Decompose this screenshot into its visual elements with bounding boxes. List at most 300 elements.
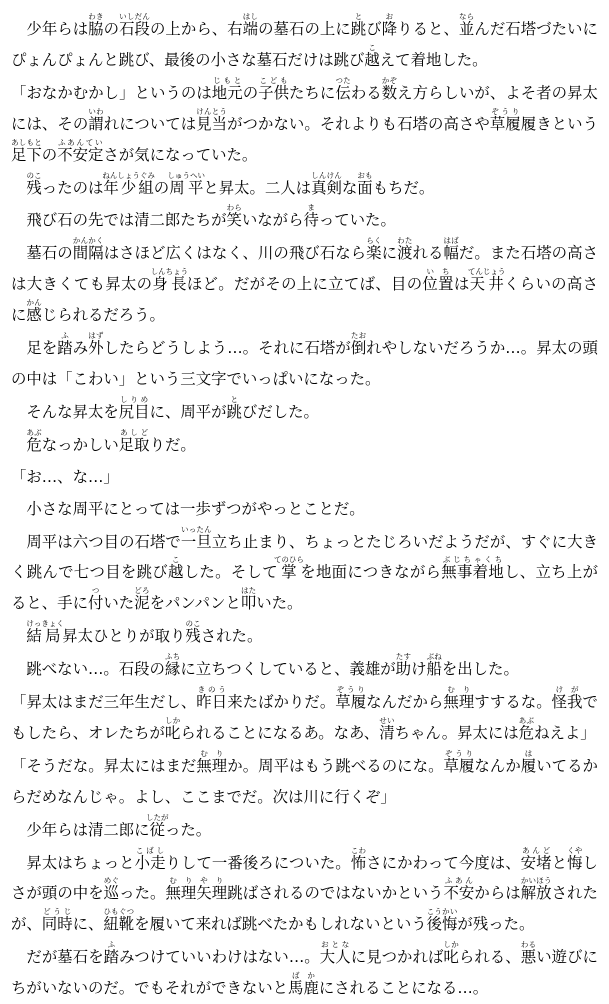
ruby-base: 悔 (567, 853, 583, 872)
ruby-word (520, 845, 552, 872)
ruby-word (26, 619, 64, 646)
ruby-word (443, 685, 475, 712)
ruby-base: 越 (168, 563, 184, 582)
furigana: なら (458, 12, 475, 21)
ruby-word (168, 555, 184, 582)
ruby-base: 子供 (258, 83, 290, 102)
ruby-word (165, 876, 228, 903)
text-run: りして一番後ろについた。 (165, 853, 351, 872)
text-run: したらどうしよう…。それに石塔が (103, 339, 351, 358)
ruby-word (57, 331, 73, 358)
ruby-word (395, 652, 412, 679)
text-run: 履きという (520, 114, 598, 133)
text-run: に立ちつくしていると、義雄が (180, 660, 396, 679)
furigana: けんとう (196, 106, 228, 116)
furigana: いし (119, 12, 135, 21)
ruby-base: 降 (381, 20, 398, 38)
furigana: わた (397, 236, 413, 246)
furigana: くや (567, 845, 583, 855)
text-run: 周平は六つ目の石塔で (26, 532, 181, 551)
ruby-base: 紐靴 (103, 915, 135, 934)
ruby-word (443, 748, 475, 775)
text-run: はさほど広くはなく、川の飛び石なら (103, 244, 367, 263)
text-run: れについては (103, 114, 197, 133)
text-run: の (103, 20, 120, 38)
ruby-word (520, 748, 537, 775)
text-run: びだした。 (241, 402, 319, 421)
text-run: なんか (474, 756, 521, 775)
ruby-base: 船 (426, 660, 442, 679)
paragraph (11, 76, 598, 171)
text-run: に (381, 244, 398, 263)
ruby-word (145, 812, 169, 839)
ruby-base: 結局 (26, 627, 64, 646)
ruby-word (258, 75, 290, 102)
ruby-word (185, 619, 201, 646)
paragraph (11, 428, 598, 461)
ruby-base: 数 (381, 83, 398, 102)
furigana: ぶね (426, 652, 442, 662)
ruby-base: 脇 (88, 20, 104, 38)
furigana: きのう (196, 685, 228, 695)
ruby-word (335, 75, 351, 102)
ruby-word (226, 394, 242, 421)
text-run: ほど。だがその上に立てば、目の (186, 275, 423, 294)
ruby-base: 感 (26, 306, 42, 325)
furigana: むり (196, 748, 228, 758)
furigana: はし (242, 12, 259, 21)
ruby-base: 大人 (319, 948, 351, 967)
text-run: にされることになる…。 (318, 979, 489, 998)
ruby-base: 危 (26, 435, 42, 454)
text-run: んだ石塔づたいにぴょんぴょんと跳び、最後の小さな墓石だけは跳び (11, 20, 598, 69)
ruby-word (88, 106, 104, 133)
furigana: おとな (319, 940, 351, 950)
paragraph (11, 236, 598, 331)
furigana: こわ (350, 845, 367, 855)
ruby-base: 見当 (196, 114, 228, 133)
ruby-word (196, 106, 228, 133)
furigana: しんけん (311, 170, 342, 180)
text-run: がつかない。それよりも石塔の高さや (227, 114, 490, 133)
text-run: え方らしいが、よそ者の昇太には、その (11, 83, 598, 133)
ruby-base: 昨日 (196, 693, 228, 712)
ruby-base: 草履 (443, 756, 475, 775)
ruby-base: 周平 (167, 178, 206, 197)
furigana: したが (145, 812, 169, 822)
ruby-word (350, 331, 367, 358)
ruby-base: 草履 (489, 114, 521, 133)
ruby-word (240, 586, 257, 613)
paragraph (11, 331, 598, 395)
text-run: じられるだろう。 (41, 306, 165, 325)
furigana: わる (520, 940, 537, 950)
text-run: たちに (289, 83, 336, 102)
ruby-word (319, 940, 351, 967)
furigana: こども (258, 75, 289, 85)
furigana: と (226, 394, 242, 404)
text-run: を履いて来れば跳べたかもしれないという (134, 915, 427, 934)
furigana: せい (379, 715, 395, 725)
furigana: じもと (211, 75, 243, 85)
text-run: に、周平が (149, 402, 227, 421)
text-run: からは (474, 884, 521, 903)
ruby-base: 渡 (397, 244, 413, 263)
ruby-word (134, 12, 150, 38)
text-run: 少年らは清二郎に (26, 820, 150, 839)
text-run: の墓石の上に (258, 20, 351, 38)
furigana: ねんしょうぐみ (102, 170, 155, 180)
ruby-word (520, 876, 552, 903)
furigana: しか (164, 715, 181, 725)
text-run: した。そして (183, 563, 278, 582)
text-run: わる (350, 83, 382, 102)
ruby-word (422, 267, 454, 294)
furigana: どろ (134, 586, 150, 596)
paragraph (11, 171, 598, 204)
ruby-word (134, 845, 166, 872)
text-run: えて着地した。 (379, 50, 488, 69)
text-run: られることになるあ。なあ、 (180, 723, 380, 742)
text-run: 「お…、な…」 (11, 467, 119, 486)
ruby-base: 泥 (134, 594, 150, 613)
paragraph (11, 12, 598, 76)
text-run: の (242, 83, 259, 102)
text-run: いてるからだめなんじゃ。よし、ここまでだ。次は川に行くぞ」 (11, 756, 598, 806)
text-run: と (551, 853, 568, 872)
ruby-word (103, 940, 120, 967)
furigana: ぞうり (489, 106, 521, 116)
ruby-base: 同時 (41, 915, 73, 934)
furigana: は (520, 748, 537, 758)
text-run: いた (103, 594, 135, 613)
ruby-word (426, 907, 458, 934)
ruby-word (443, 236, 459, 263)
ruby-word (103, 876, 120, 903)
text-run: 昇太はちょっと (26, 853, 135, 872)
ruby-word (88, 331, 104, 358)
ruby-base: 叱 (443, 948, 459, 967)
ruby-word (196, 685, 228, 712)
ruby-word (335, 685, 367, 712)
ruby-word (87, 586, 104, 613)
furigana: かん (26, 298, 42, 308)
furigana: けが (551, 685, 583, 695)
furigana: むり (443, 685, 475, 695)
text-run: しさが頭の中を (11, 853, 598, 903)
ruby-word (273, 555, 304, 582)
text-run: 飛び石の先では清二郎たちが (26, 211, 227, 230)
furigana: ふあんてい (57, 137, 104, 147)
text-run: び (366, 20, 382, 38)
ruby-base: 年少組 (102, 178, 155, 197)
ruby-base: 間隔 (72, 244, 104, 263)
text-run: いた。 (256, 594, 303, 613)
furigana: てんじょう (467, 267, 506, 277)
ruby-word (366, 236, 382, 263)
furigana: こ (168, 555, 184, 565)
ruby-word (134, 586, 150, 613)
ruby-base: 危 (518, 723, 535, 742)
text-run: なんだから (366, 693, 444, 712)
furigana: めぐ (103, 876, 120, 886)
text-run: さが気になっていた。 (103, 145, 258, 164)
ruby-word (180, 524, 212, 551)
ruby-word (357, 170, 373, 197)
ruby-base: 尻目 (118, 402, 150, 421)
text-run: みつけていいわけはない…。 (119, 948, 320, 967)
ruby-word (381, 75, 398, 102)
furigana: いち (422, 267, 454, 277)
furigana: どうじ (41, 907, 73, 917)
ruby-word (118, 394, 150, 421)
text-run: け (411, 660, 427, 679)
ruby-base: 真剣 (311, 178, 342, 197)
story-text-body (11, 12, 598, 1004)
ruby-base: 清 (379, 723, 395, 742)
ruby-base: 怪我 (551, 693, 583, 712)
ruby-base: 一旦 (180, 532, 212, 551)
ruby-base: 地元 (211, 83, 243, 102)
text-run: み (72, 339, 89, 358)
ruby-base: 身長 (150, 275, 189, 294)
text-run: ねえよ」 (534, 723, 596, 742)
ruby-base: 笑 (226, 211, 242, 230)
ruby-word (118, 427, 150, 454)
paragraph (11, 395, 598, 428)
ruby-word (443, 940, 459, 967)
ruby-word (102, 170, 155, 197)
text-run: し、立ち上がると、手に (11, 563, 598, 613)
ruby-base: 叩 (240, 594, 257, 613)
paragraph (11, 846, 598, 941)
ruby-word (242, 12, 259, 38)
ruby-word (26, 170, 42, 197)
ruby-word (167, 170, 206, 197)
ruby-base: 跳 (226, 402, 242, 421)
ruby-base: 怖 (350, 853, 367, 872)
ruby-word (311, 170, 342, 197)
ruby-base: 面 (357, 178, 373, 197)
ruby-base: 踏 (57, 339, 73, 358)
ruby-word (196, 748, 228, 775)
furigana: ひもぐつ (103, 907, 135, 917)
text-run: 跳ばされるのではないかという (227, 884, 444, 903)
text-run: 「おなかむかし」というのは (11, 83, 212, 102)
furigana: はば (443, 236, 459, 246)
furigana: かいほう (520, 876, 552, 886)
ruby-word (72, 236, 104, 263)
text-run: りだ。 (149, 435, 196, 454)
text-run: だが墓石を (26, 948, 104, 967)
ruby-word (88, 12, 104, 38)
ruby-word (567, 845, 583, 872)
ruby-word (41, 907, 73, 934)
ruby-base: 残 (185, 627, 201, 646)
paragraph (11, 652, 598, 685)
ruby-base: 叱 (164, 723, 181, 742)
ruby-base: 端 (242, 20, 259, 38)
furigana: のこ (185, 619, 201, 629)
paragraph (11, 813, 598, 846)
ruby-word (211, 75, 243, 102)
furigana: ま (303, 203, 319, 213)
text-run: ったのは (41, 178, 104, 197)
ruby-word (11, 137, 42, 164)
furigana: こうかい (426, 907, 458, 917)
ruby-base: 待 (303, 211, 319, 230)
ruby-base: 安堵 (520, 853, 552, 872)
furigana: あぶ (518, 715, 535, 725)
furigana: はた (240, 586, 257, 596)
text-run: い遊びにちがいないのだ。でもそれができないと (11, 948, 598, 998)
furigana: かぞ (381, 75, 398, 85)
text-run: なっかしい (41, 435, 119, 454)
text-run: 跳べない…。石段の (26, 660, 165, 679)
furigana: けっきょく (26, 619, 64, 629)
paragraph (11, 749, 598, 813)
ruby-word (379, 715, 395, 742)
furigana: あしもと (11, 137, 42, 147)
text-run: 立ち止まり、ちょっとたじろいだようだが、すぐに大きく跳んで七つ目を跳び (11, 532, 598, 582)
ruby-base: 踏 (103, 948, 120, 967)
text-run: をパンパンと (149, 594, 241, 613)
ruby-word (518, 715, 535, 742)
ruby-base: 楽 (366, 244, 382, 263)
ruby-base: 解放 (520, 884, 552, 903)
ruby-base: 後悔 (426, 915, 458, 934)
furigana: いわ (88, 106, 104, 116)
ruby-base: 伝 (335, 83, 351, 102)
ruby-base: 無事着地 (441, 563, 505, 582)
ruby-word (426, 652, 442, 679)
text-run: っていた。 (318, 211, 396, 230)
ruby-word (350, 12, 367, 38)
paragraph (11, 203, 598, 236)
text-run: な (341, 178, 358, 197)
ruby-word (443, 876, 475, 903)
furigana: いったん (180, 524, 212, 534)
text-run: れやしないだろうか…。昇太の頭の中は「こわい」という三文字でいっぱいになった。 (11, 339, 598, 388)
ruby-base: 残 (26, 178, 42, 197)
furigana: あしど (118, 427, 150, 437)
text-run: さにかわって今度は、 (366, 853, 521, 872)
text-run: そんな昇太を (26, 402, 119, 421)
ruby-base: 馬鹿 (288, 979, 319, 998)
furigana: てのひら (273, 555, 304, 565)
text-run: れる (412, 244, 444, 263)
ruby-base: 跳 (350, 20, 367, 38)
text-run: すするな。 (474, 693, 552, 712)
furigana: むりやり (165, 876, 228, 886)
furigana: つた (335, 75, 351, 85)
text-run: を地面につきながら (299, 563, 442, 582)
text-run: くらいの高さに (11, 275, 598, 325)
text-run: 少年らは (26, 20, 89, 38)
text-run: 「昇太はまだ三年生だし、 (11, 693, 197, 712)
ruby-word (226, 203, 242, 230)
text-run: 昇太ひとりが取り (62, 627, 186, 646)
text-run: に、 (72, 915, 104, 934)
text-run: が残った。 (457, 915, 535, 934)
ruby-base: 倒 (350, 339, 367, 358)
text-run: 来たばかりだ。 (227, 693, 336, 712)
text-run: を出した。 (441, 660, 519, 679)
furigana: あんど (520, 845, 552, 855)
ruby-base: 謂 (88, 114, 104, 133)
text-run: された。 (200, 627, 263, 646)
ruby-word (551, 685, 583, 712)
ruby-base: 外 (88, 339, 104, 358)
furigana: のこ (26, 170, 42, 180)
furigana: しか (443, 940, 459, 950)
ruby-word (288, 971, 319, 998)
text-run: の (153, 178, 170, 197)
ruby-base: 助 (395, 660, 412, 679)
text-run: 小さな周平にとっては一歩ずつがやっとことだ。 (26, 499, 365, 518)
ruby-base: 無理矢理 (165, 884, 228, 903)
text-run: られる、 (458, 948, 521, 967)
furigana: あぶ (26, 427, 42, 437)
text-run: 「そうだな。昇太にはまだ (11, 756, 197, 775)
ruby-word (520, 940, 537, 967)
ruby-base: 付 (87, 594, 104, 613)
furigana: ふち (164, 652, 181, 662)
furigana: つ (87, 586, 104, 596)
furigana: ぶじちゃくち (441, 555, 504, 565)
furigana: おも (357, 170, 373, 180)
text-run: もちだ。 (372, 178, 435, 197)
ruby-base: 無理 (443, 693, 475, 712)
ruby-word (150, 267, 189, 294)
ruby-base: 段 (134, 20, 150, 38)
text-run: ちゃん。昇太には (394, 723, 519, 742)
furigana: ぞうり (335, 685, 367, 695)
furigana: わき (88, 12, 104, 21)
text-run: った。 (164, 820, 212, 839)
ruby-base: 無理 (196, 756, 228, 775)
ruby-word (467, 267, 506, 294)
text-run: 足を (26, 339, 58, 358)
furigana: ふあん (443, 876, 475, 886)
ruby-word (381, 12, 398, 38)
ruby-base: 並 (458, 20, 475, 38)
ruby-base: 小走 (134, 853, 166, 872)
furigana: だん (134, 12, 150, 21)
text-run: 墓石の (26, 244, 73, 263)
furigana: はず (88, 331, 104, 341)
furigana: と (350, 12, 367, 21)
furigana: ふ (57, 331, 73, 341)
ruby-word (57, 137, 104, 164)
ruby-word (164, 652, 181, 679)
ruby-word (458, 12, 475, 38)
furigana: たお (350, 331, 367, 341)
paragraph (11, 525, 598, 620)
ruby-base: 従 (145, 820, 169, 839)
ruby-word (26, 427, 42, 454)
paragraph (11, 685, 598, 749)
text-run: りると、 (397, 20, 459, 38)
text-run: の (41, 145, 58, 164)
furigana: ふ (103, 940, 120, 950)
ruby-word (164, 715, 181, 742)
text-run: か。周平はもう跳べるのにな。 (227, 756, 444, 775)
furigana: かんかく (72, 236, 104, 246)
ruby-base: 石 (119, 20, 135, 38)
furigana: こ (364, 42, 380, 52)
ruby-base: 越 (364, 50, 380, 69)
